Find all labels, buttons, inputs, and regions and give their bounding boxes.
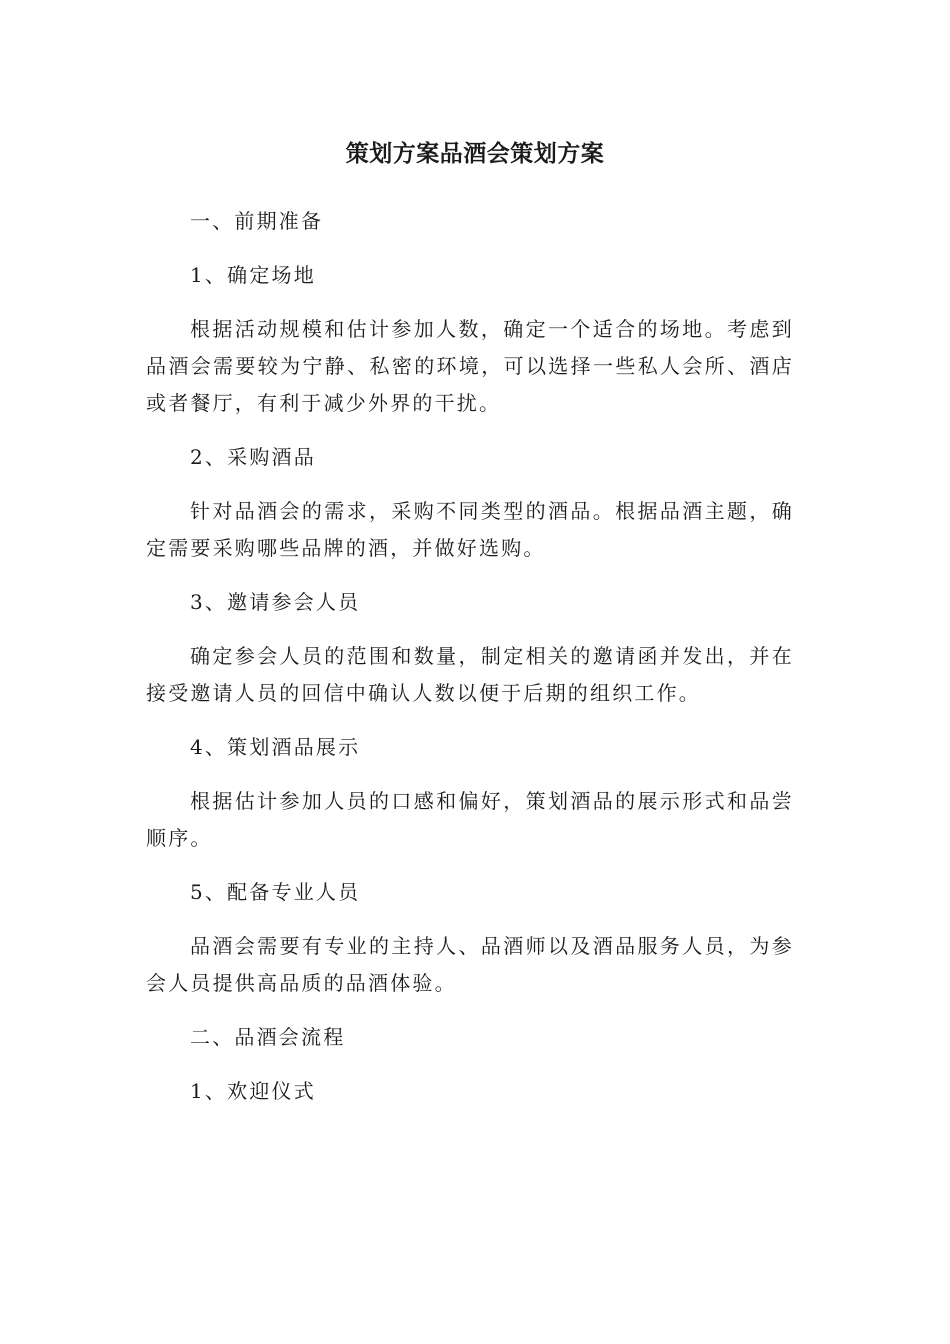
subheading-invite-attendees: 3、邀请参会人员 [190,590,361,614]
document-body [146,203,794,1127]
subheading-wine-display: 4、策划酒品展示 [190,735,361,759]
subheading-welcome-ceremony: 1、欢迎仪式 [190,1079,316,1103]
subheading-purchase-wine: 2、采购酒品 [190,445,316,469]
paragraph-venue: 根据活动规模和估计参加人数，确定一个适合的场地。考虑到品酒会需要较为宁静、私密的环境，可以选择一些私人会所、酒店或者餐厅，有利于减少外界的干扰。 [146,317,794,415]
subheading-venue: 1、确定场地 [190,263,316,287]
paragraph-purchase-wine: 针对品酒会的需求，采购不同类型的酒品。根据品酒主题，确定需要采购哪些品牌的酒，并做好选购。 [146,499,794,560]
document-title: 策划方案品酒会策划方案 [345,141,605,167]
paragraph-wine-display: 根据估计参加人员的口感和偏好，策划酒品的展示形式和品尝顺序。 [146,789,794,850]
section-heading-preparation: 一、前期准备 [190,209,324,233]
section-heading-process: 二、品酒会流程 [190,1025,346,1049]
paragraph-invite-attendees: 确定参会人员的范围和数量，制定相关的邀请函并发出，并在接受邀请人员的回信中确认人数以便于后期的组织工作。 [146,644,794,705]
subheading-professional-staff: 5、配备专业人员 [190,880,361,904]
paragraph-professional-staff: 品酒会需要有专业的主持人、品酒师以及酒品服务人员，为参会人员提供高品质的品酒体验。 [146,934,794,995]
